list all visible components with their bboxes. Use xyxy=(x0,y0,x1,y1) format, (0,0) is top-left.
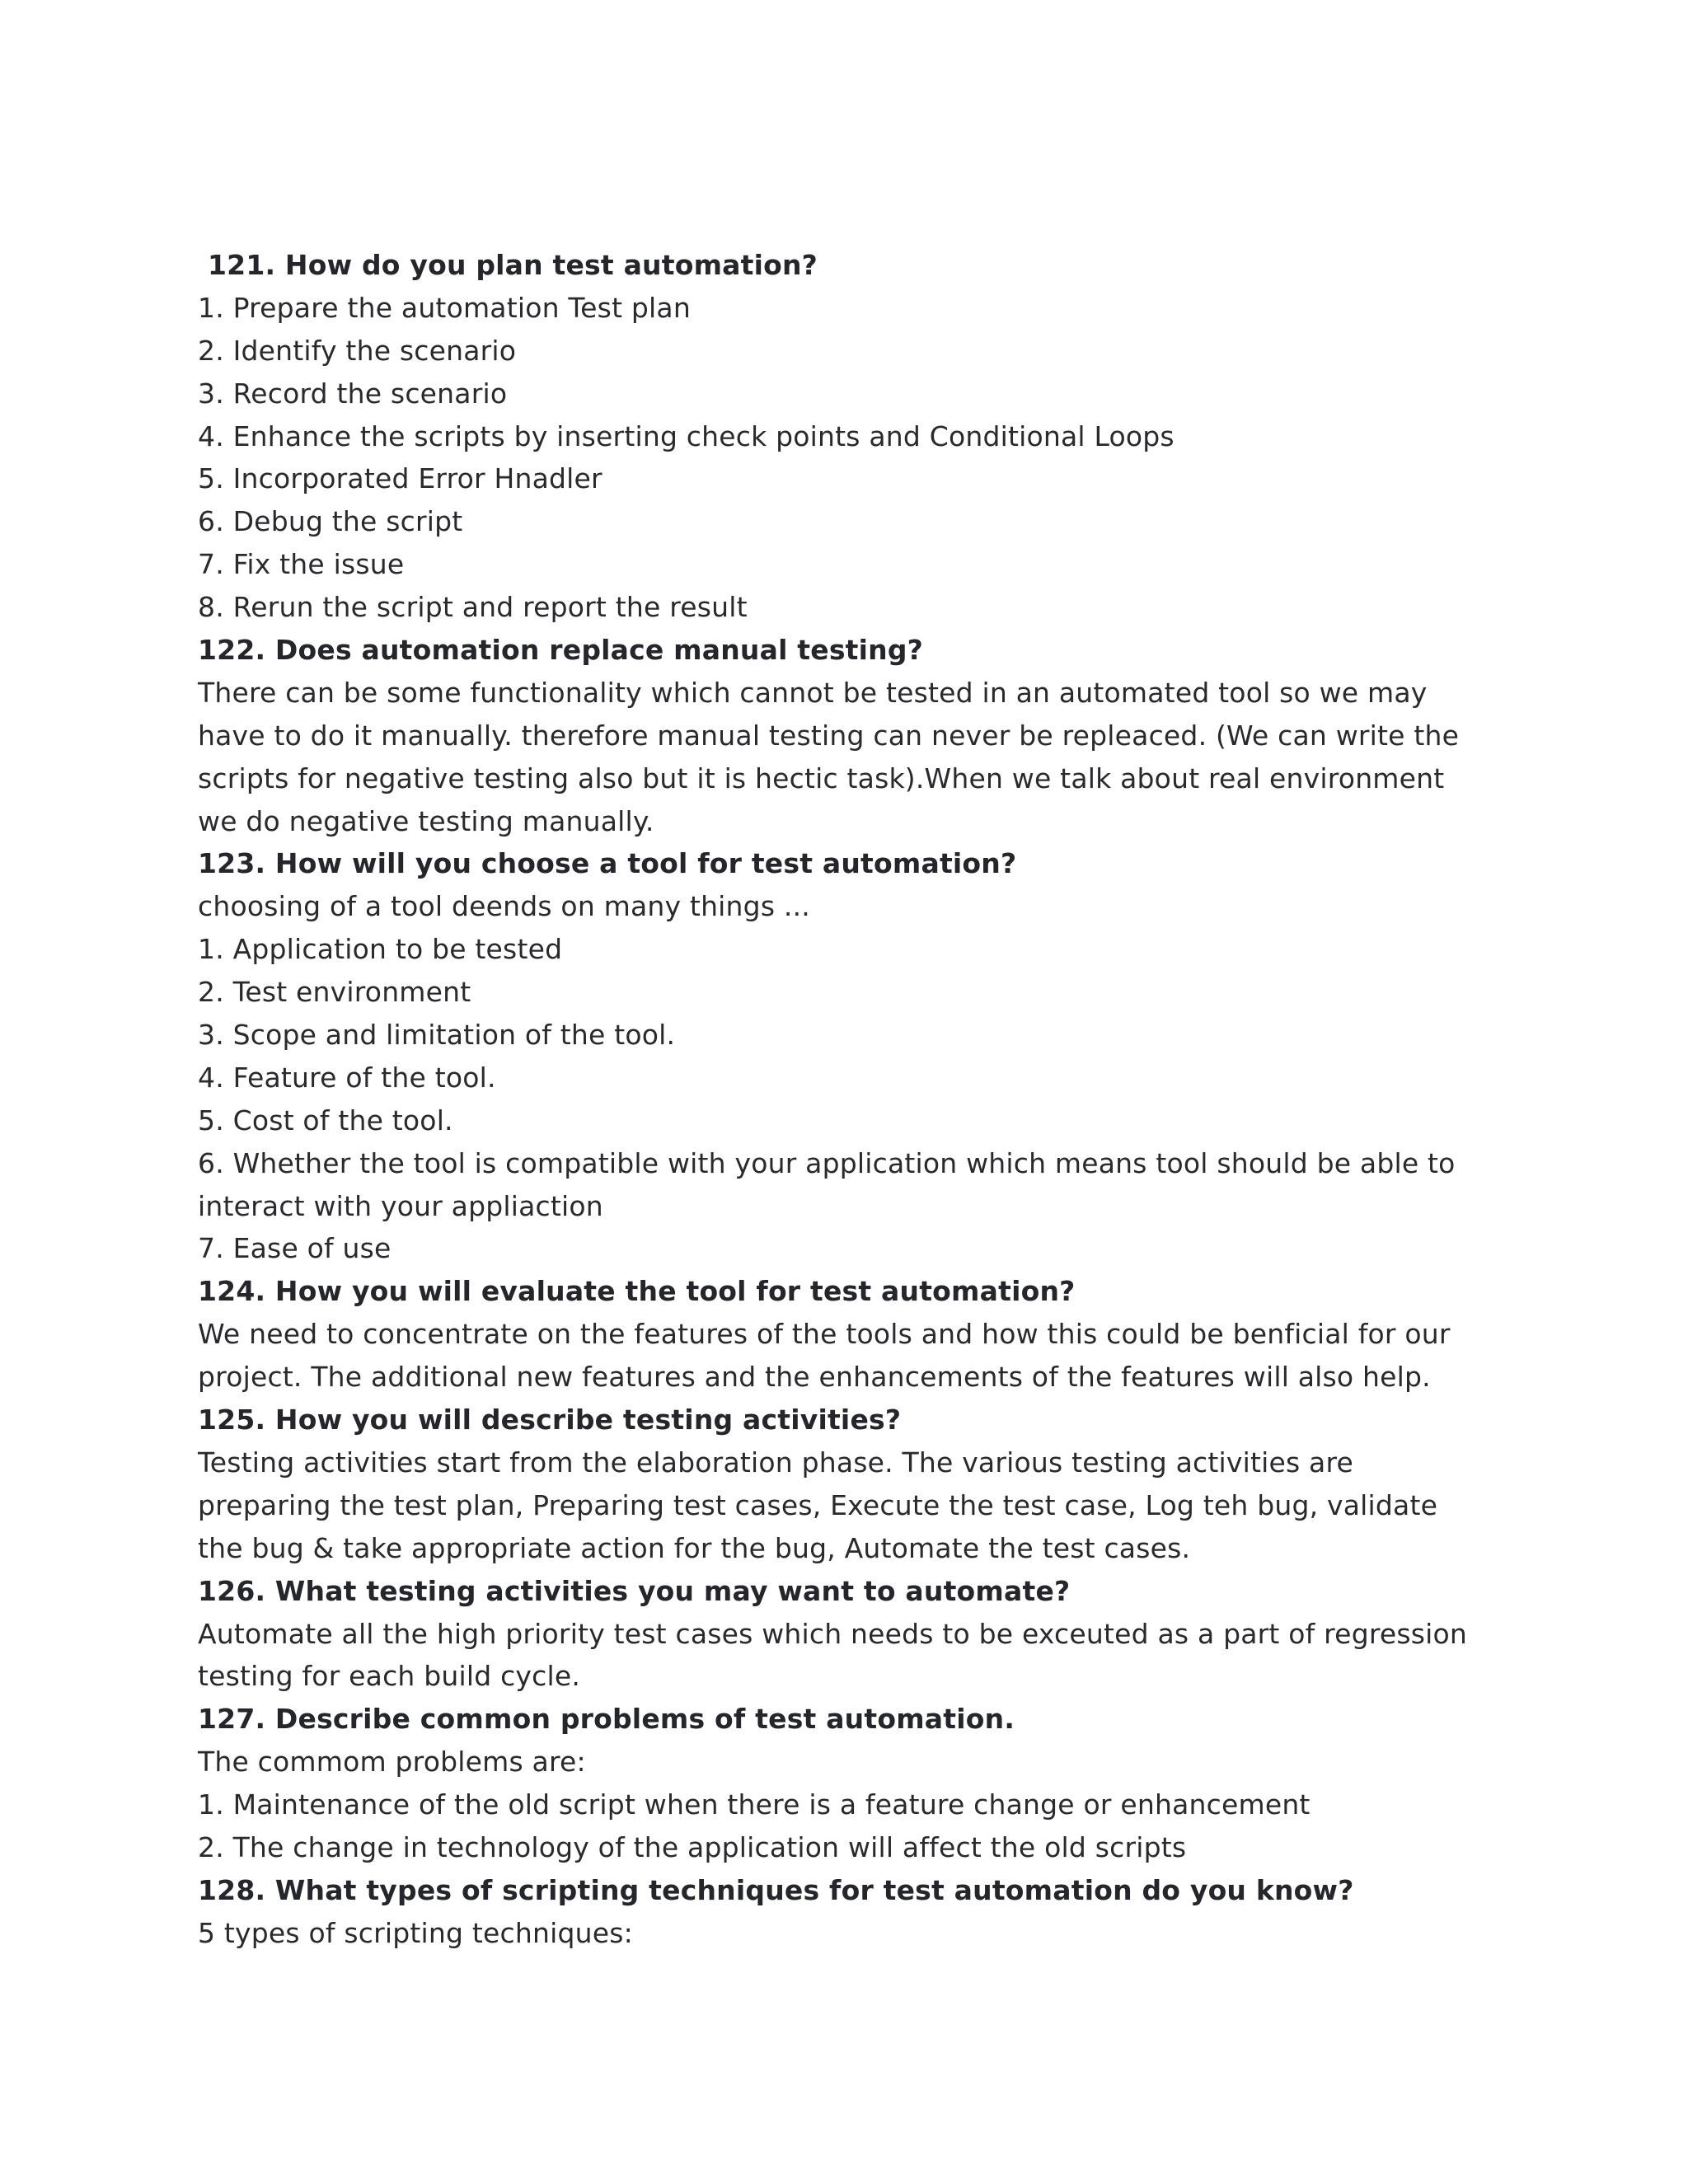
answer-line: choosing of a tool deends on many things ... xyxy=(198,890,810,923)
question-heading: 122. Does automation replace manual testing? xyxy=(198,634,924,667)
answer-line: 2. Test environment xyxy=(198,976,471,1009)
answer-line: 4. Feature of the tool. xyxy=(198,1061,496,1094)
answer-line: Testing activities start from the elaboration phase. The various testing activities are xyxy=(198,1446,1353,1479)
answer-line: Automate all the high priority test cases which needs to be exceuted as a part of regression xyxy=(198,1617,1468,1650)
answer-line: 4. Enhance the scripts by inserting check points and Conditional Loops xyxy=(198,419,1175,452)
answer-line: we do negative testing manually. xyxy=(198,804,654,837)
question-heading: 124. How you will evaluate the tool for test automation? xyxy=(198,1275,1076,1308)
answer-line: interact with your appliaction xyxy=(198,1189,603,1222)
question-heading: 128. What types of scripting techniques for test automation do you know? xyxy=(198,1873,1354,1906)
answer-line: scripts for negative testing also but it is hectic task).When we talk about real environment xyxy=(198,762,1445,794)
answer-line: preparing the test plan, Preparing test cases, Execute the test case, Log teh bug, validate xyxy=(198,1488,1438,1521)
answer-line: 3. Record the scenario xyxy=(198,377,508,410)
question-heading: 126. What testing activities you may want to automate? xyxy=(198,1574,1071,1607)
answer-line: 6. Whether the tool is compatible with your application which means tool should be able to xyxy=(198,1146,1456,1179)
answer-line: 1. Application to be tested xyxy=(198,933,563,966)
answer-line: the bug & take appropriate action for the bug, Automate the test cases. xyxy=(198,1531,1191,1564)
answer-line: 5. Incorporated Error Hnadler xyxy=(198,462,603,495)
answer-line: 6. Debug the script xyxy=(198,505,463,538)
answer-line: 2. The change in technology of the application will affect the old scripts xyxy=(198,1830,1187,1863)
answer-line: We need to concentrate on the features of the tools and how this could be benficial for our xyxy=(198,1318,1451,1351)
answer-line: 8. Rerun the script and report the result xyxy=(198,591,748,624)
question-heading: 123. How will you choose a tool for test automation? xyxy=(198,847,1017,880)
answer-line: 3. Scope and limitation of the tool. xyxy=(198,1019,676,1052)
answer-line: 7. Fix the issue xyxy=(198,548,405,581)
answer-line: testing for each build cycle. xyxy=(198,1660,581,1693)
question-heading: 125. How you will describe testing activities? xyxy=(198,1404,902,1436)
answer-line: 5 types of scripting techniques: xyxy=(198,1916,633,1949)
answer-line: 7. Ease of use xyxy=(198,1232,392,1265)
answer-line: 5. Cost of the tool. xyxy=(198,1104,453,1137)
question-heading: 121. How do you plan test automation? xyxy=(208,249,818,281)
answer-line: The commom problems are: xyxy=(198,1746,586,1779)
document-body xyxy=(198,244,1500,1955)
answer-line: There can be some functionality which cannot be tested in an automated tool so we may xyxy=(198,676,1428,709)
answer-line: have to do it manually. therefore manual testing can never be repleaced. (We can write the xyxy=(198,719,1460,752)
answer-line: 1. Prepare the automation Test plan xyxy=(198,291,691,324)
answer-line: project. The additional new features and the enhancements of the features will also help. xyxy=(198,1361,1431,1394)
question-heading: 127. Describe common problems of test automation. xyxy=(198,1703,1015,1736)
answer-line: 2. Identify the scenario xyxy=(198,334,517,367)
answer-line: 1. Maintenance of the old script when there is a feature change or enhancement xyxy=(198,1788,1311,1821)
